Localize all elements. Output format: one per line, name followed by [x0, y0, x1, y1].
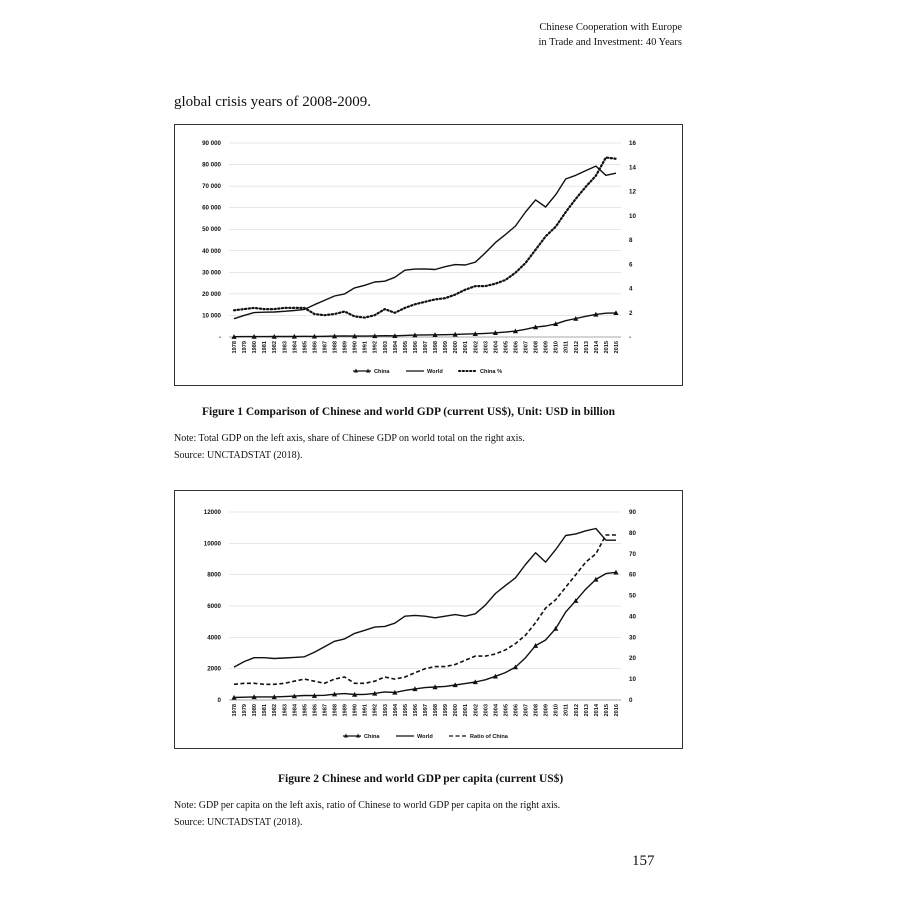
figure1-x-tick-label: 2006 [513, 341, 520, 354]
intro-text: global crisis years of 2008-2009. [174, 94, 372, 110]
figure2-x-tick-label: 1994 [392, 704, 399, 717]
figure2-y2-tick-label: 60 [629, 571, 636, 579]
figure1-legend-label-china: China % [480, 369, 503, 375]
figure1-y-tick-label: 10 000 [202, 312, 221, 320]
figure1-y2-tick-label: 10 [629, 212, 636, 220]
figure2-x-tick-label: 2012 [573, 704, 580, 717]
figure2-y-tick-label: 8000 [207, 571, 221, 579]
figure2-legend-label-world: World [417, 734, 433, 740]
figure1-y-tick-label: - [218, 334, 221, 341]
figure1-x-tick-label: 2011 [563, 341, 570, 354]
figure2-y-tick-label: 2000 [207, 665, 221, 673]
figure2-x-tick-label: 2001 [463, 704, 470, 717]
figure2-x-tick-label: 1990 [352, 704, 359, 717]
figure2-note: Note: GDP per capita on the left axis, ratio of Chinese to world GDP per capita on the right axis. [174, 800, 561, 811]
figure2-x-tick-label: 1980 [252, 704, 259, 717]
figure2-source: Source: UNCTADSTAT (2018). [174, 817, 303, 828]
figure1-y2-tick-label: - [629, 334, 632, 341]
figure1-y-tick-label: 80 000 [202, 161, 221, 169]
figure2-legend-label-ratio-of-china: Ratio of China [470, 734, 508, 740]
figure2-y-tick-label: 6000 [207, 603, 221, 610]
figure1-x-tick-label: 1978 [232, 341, 239, 354]
figure2-series-china-marker [533, 643, 538, 648]
figure1-y-tick-label: 60 000 [202, 204, 221, 212]
figure1-x-tick-label: 2014 [593, 341, 600, 354]
figure1-legend-label-world: World [427, 369, 443, 375]
figure1-x-tick-label: 1990 [352, 341, 359, 354]
figure1-x-tick-label: 1992 [372, 341, 379, 354]
figure2-caption: Figure 2 Chinese and world GDP per capita (current US$) [278, 773, 564, 785]
figure2-x-tick-label: 2014 [593, 704, 600, 717]
figure2-chart [175, 491, 682, 748]
figure2-series-world-line [234, 529, 616, 668]
figure1-x-tick-label: 1998 [433, 341, 440, 354]
figure2-y2-tick-label: 80 [629, 529, 636, 537]
figure2-x-tick-label: 1989 [342, 704, 349, 717]
figure1-x-tick-label: 2002 [473, 341, 480, 354]
running-head-line1: Chinese Cooperation with Europe [539, 22, 682, 33]
figure1-y-tick-label: 30 000 [202, 269, 221, 277]
figure2-legend-label-china: China [364, 734, 380, 740]
figure2-x-tick-label: 2002 [473, 704, 480, 717]
figure2-x-tick-label: 2010 [553, 704, 560, 717]
figure2-x-tick-label: 1987 [322, 704, 329, 717]
figure1-chart-frame [174, 124, 683, 386]
figure2-chart-frame [174, 490, 683, 749]
figure1-x-tick-label: 1994 [392, 341, 399, 354]
figure2-y-tick-label: 0 [217, 697, 221, 704]
figure2-x-tick-label: 1996 [412, 704, 419, 717]
figure1-x-tick-label: 2015 [603, 341, 610, 354]
figure1-x-tick-label: 2010 [553, 341, 560, 354]
figure2-series-ratio-of-china-line [234, 535, 616, 684]
figure2-x-tick-label: 1991 [362, 704, 369, 717]
figure2-x-tick-label: 2005 [503, 704, 510, 717]
figure1-x-tick-label: 2008 [533, 341, 540, 354]
figure1-legend-label-china: China [374, 369, 390, 375]
figure1-y-tick-label: 90 000 [202, 140, 221, 147]
figure2-x-tick-label: 1995 [402, 704, 409, 717]
figure1-x-tick-label: 2000 [453, 341, 460, 354]
figure1-y-tick-label: 50 000 [202, 226, 221, 234]
figure1-y2-tick-label: 6 [629, 261, 633, 269]
figure1-y-tick-label: 40 000 [202, 247, 221, 255]
figure1-y-tick-label: 20 000 [202, 290, 221, 298]
figure1-y2-tick-label: 12 [629, 188, 636, 196]
figure1-x-tick-label: 1988 [332, 341, 339, 354]
figure1-x-tick-label: 1996 [412, 341, 419, 354]
figure2-y2-tick-label: 50 [629, 592, 636, 600]
figure2-x-tick-label: 2003 [483, 704, 490, 717]
figure1-x-tick-label: 1980 [252, 341, 259, 354]
figure2-y2-tick-label: 10 [629, 676, 636, 684]
running-head [539, 20, 683, 50]
figure1-x-tick-label: 1985 [302, 341, 309, 354]
figure2-x-tick-label: 1985 [302, 704, 309, 717]
figure1-source: Source: UNCTADSTAT (2018). [174, 450, 303, 461]
figure2-x-tick-label: 1986 [312, 704, 319, 717]
figure2-notes [174, 797, 560, 831]
figure1-x-tick-label: 1989 [342, 341, 349, 354]
figure2-x-tick-label: 1998 [433, 704, 440, 717]
figure2-x-tick-label: 2007 [523, 704, 530, 717]
figure1-x-tick-label: 1997 [423, 341, 429, 354]
figure1-x-tick-label: 2013 [583, 341, 590, 354]
page-number: 157 [632, 853, 655, 869]
figure2-y2-tick-label: 20 [629, 655, 636, 663]
figure2-y-tick-label: 12000 [203, 509, 221, 516]
figure1-series-world-line [234, 166, 616, 319]
figure1-x-tick-label: 1981 [262, 341, 269, 354]
figure1-x-tick-label: 1995 [402, 341, 409, 354]
figure1-x-tick-label: 2007 [523, 341, 530, 354]
figure2-x-tick-label: 1992 [372, 704, 379, 717]
figure2-x-tick-label: 1993 [382, 704, 389, 717]
figure2-x-tick-label: 2011 [563, 704, 570, 717]
figure1-x-tick-label: 1999 [443, 341, 450, 354]
figure2-x-tick-label: 2000 [453, 704, 460, 717]
figure1-x-tick-label: 1982 [272, 341, 279, 354]
figure2-x-tick-label: 2004 [493, 704, 500, 717]
figure1-caption: Figure 1 Comparison of Chinese and world GDP (current US$), Unit: USD in billion [202, 406, 615, 418]
figure2-y-tick-label: 10000 [203, 540, 221, 548]
figure1-x-tick-label: 2001 [463, 341, 470, 354]
figure2-y2-tick-label: 0 [629, 697, 633, 704]
figure2-x-tick-label: 2016 [613, 704, 620, 717]
figure2-y-tick-label: 4000 [207, 634, 221, 642]
figure1-y2-tick-label: 8 [629, 237, 633, 244]
figure2-x-tick-label: 2008 [533, 704, 540, 717]
figure1-note: Note: Total GDP on the left axis, share of Chinese GDP on world total on the right axis. [174, 433, 525, 444]
figure2-x-tick-label: 1979 [242, 704, 249, 717]
figure2-y2-tick-label: 30 [629, 634, 636, 642]
figure2-x-tick-label: 1988 [332, 704, 339, 717]
figure1-x-tick-label: 1984 [292, 341, 299, 354]
figure2-y2-tick-label: 70 [629, 550, 636, 558]
figure2-x-tick-label: 2009 [543, 704, 550, 717]
figure1-x-tick-label: 1983 [282, 341, 289, 354]
figure1-y2-tick-label: 4 [629, 285, 633, 293]
figure1-x-tick-label: 2003 [483, 341, 490, 354]
figure1-x-tick-label: 2004 [493, 341, 500, 354]
figure2-y2-tick-label: 40 [629, 613, 636, 621]
figure2-x-tick-label: 1984 [292, 704, 299, 717]
figure1-x-tick-label: 1979 [242, 341, 249, 354]
figure1-x-tick-label: 2012 [573, 341, 580, 354]
figure1-y2-tick-label: 14 [629, 164, 636, 172]
figure2-x-tick-label: 1997 [423, 704, 429, 717]
figure2-y2-tick-label: 90 [629, 509, 636, 516]
figure2-x-tick-label: 1983 [282, 704, 289, 717]
figure2-series-china-line [234, 572, 616, 697]
figure1-series-china-line [234, 158, 616, 318]
figure1-x-tick-label: 1986 [312, 341, 319, 354]
figure2-x-tick-label: 2013 [583, 704, 590, 717]
figure1-series-china-line [234, 313, 616, 337]
figure1-x-tick-label: 2016 [613, 341, 620, 354]
figure1-x-tick-label: 2005 [503, 341, 510, 354]
figure1-notes [174, 430, 525, 464]
figure1-x-tick-label: 1987 [322, 341, 329, 354]
figure2-x-tick-label: 1978 [232, 704, 239, 717]
figure1-y2-tick-label: 16 [629, 140, 636, 147]
figure1-y-tick-label: 70 000 [202, 183, 221, 191]
figure2-x-tick-label: 1981 [262, 704, 269, 717]
figure1-chart [175, 125, 682, 385]
figure1-y2-tick-label: 2 [629, 309, 633, 317]
running-head-line2: in Trade and Investment: 40 Years [538, 37, 682, 48]
figure2-x-tick-label: 1999 [443, 704, 450, 717]
figure2-x-tick-label: 1982 [272, 704, 279, 717]
figure2-x-tick-label: 2015 [603, 704, 610, 717]
figure1-x-tick-label: 2009 [543, 341, 550, 354]
figure1-x-tick-label: 1993 [382, 341, 389, 354]
figure2-x-tick-label: 2006 [513, 704, 520, 717]
figure1-x-tick-label: 1991 [362, 341, 369, 354]
